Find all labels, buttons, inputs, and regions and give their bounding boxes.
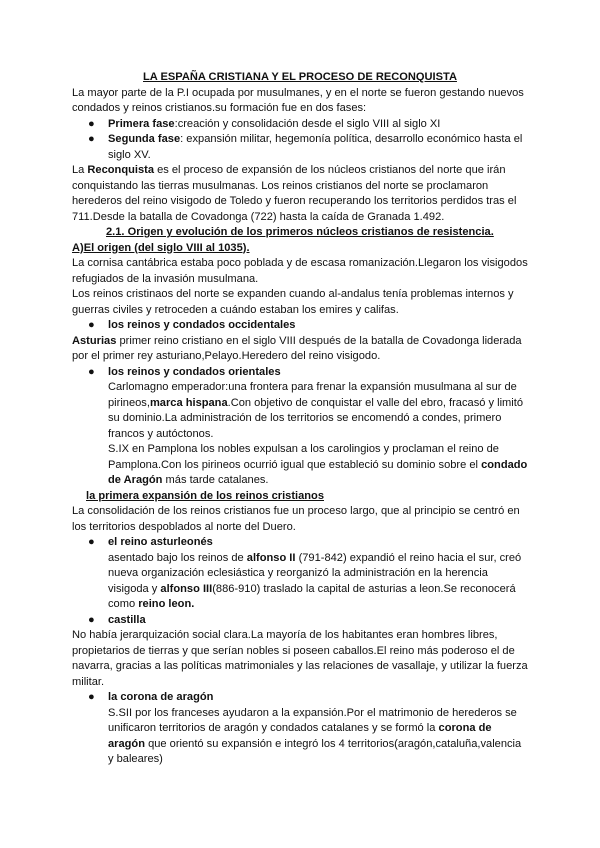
section-heading: 2.1. Origen y evolución de los primeros núcleos cristianos de resistencia. bbox=[106, 226, 494, 238]
list-item: ● los reinos y condados occidentales bbox=[72, 318, 528, 334]
orientales-paragraph-2: S.IX en Pamplona los nobles expulsan a los carolingios y proclaman el reino de Pamplona.Con los pirineos ocurrió igual que estableció su dominio sobre el condado de Aragón más tarde catalanes. bbox=[108, 443, 528, 486]
bullet-icon: ● bbox=[88, 133, 95, 145]
document-page bbox=[72, 70, 528, 768]
list-item: ● el reino asturleonés bbox=[72, 535, 528, 551]
asturleones-list bbox=[72, 535, 528, 551]
phases-list bbox=[72, 117, 528, 164]
list-item: ● Segunda fase: expansión militar, hegemonía política, desarrollo económico hasta el siglo XV. bbox=[88, 133, 523, 161]
list-item: ● castilla bbox=[72, 613, 528, 629]
origen-paragraph-1: La cornisa cantábrica estaba poco poblada y de escasa romanización.Llegaron los visigodos refugiados de la invasión musulmana. bbox=[72, 257, 528, 285]
aragon-list bbox=[72, 690, 528, 706]
reconquista-paragraph: La Reconquista es el proceso de expansión de los núcleos cristianos del norte que irán conquistando las tierras musulmanas. Los reinos cristianos del norte se proclamaron herederos del reino visigodo de Toledo y fueron recuperando los territorios perdidos tras el 711.Desde la batalla de Covadonga (722) hasta la caída de Granada 1.492. bbox=[72, 164, 517, 223]
subheading-origen: A)El origen (del siglo VIII al 1035). bbox=[72, 241, 250, 254]
bullet-icon: ● bbox=[88, 536, 95, 548]
bullet-icon: ● bbox=[88, 319, 95, 331]
orientales-paragraph-1: Carlomagno emperador:una frontera para frenar la expansión musulmana al sur de pirineos,marca hispana.Con objetivo de conquistar el valle del ebro, fracasó y limitó su dominio.La administración de los territorios se encomendó a condes, primero francos y autóctonos. bbox=[108, 381, 524, 440]
orientales-list bbox=[72, 365, 528, 381]
bullet-icon: ● bbox=[88, 365, 95, 378]
expansion-paragraph: La consolidación de los reinos cristianos fue un proceso largo, que al principio se centró en los territorios despoblados al norte del Duero. bbox=[72, 505, 520, 533]
list-item: ● Primera fase:creación y consolidación desde el siglo VIII al siglo XI bbox=[72, 117, 528, 133]
list-item: ● los reinos y condados orientales bbox=[72, 365, 528, 381]
castilla-list bbox=[72, 613, 528, 629]
document-title: LA ESPAÑA CRISTIANA Y EL PROCESO DE RECONQUISTA bbox=[143, 71, 457, 83]
origen-paragraph-2: Los reinos cristinaos del norte se expanden cuando al-andalus tenía problemas internos y guerras civiles y retroceden a cuándo estaban los emires y califas. bbox=[72, 288, 514, 316]
bullet-icon: ● bbox=[88, 613, 95, 626]
list-item: ● la corona de aragón bbox=[72, 690, 528, 706]
aragon-paragraph: S.SII por los franceses ayudaron a la expansión.Por el matrimonio de herederos se unificaron territorios de aragón y condados catalanes y se formó la corona de aragón que orientó su expansión e integró los 4 territorios(aragón,cataluña,valencia y baleares) bbox=[108, 706, 522, 765]
expansion-heading: la primera expansión de los reinos cristianos bbox=[86, 489, 324, 502]
occidentales-list bbox=[72, 318, 528, 334]
bullet-icon: ● bbox=[88, 691, 95, 703]
castilla-paragraph: No había jerarquización social clara.La mayoría de los habitantes eran hombres libres, propietarios de tierras y que serían nobles si poseen caballos.El reino más poderoso el de navarra, gracias a las políticas matrimoniales y las relaciones de vasallaje, y utilizar la fuerza militar. bbox=[72, 629, 528, 688]
intro-paragraph: La mayor parte de la P.I ocupada por musulmanes, y en el norte se fueron gestando nuevos condados y reinos cristianos.su formación fue en dos fases: bbox=[72, 86, 524, 114]
bullet-icon: ● bbox=[88, 117, 95, 130]
asturleones-paragraph: asentado bajo los reinos de alfonso II (791-842) expandió el reino hacia el sur, creó nueva organización eclesiástica y reorganizó la administración en la herencia visigoda y alfonso III(886-910) traslado la capital de asturias a leon.Se reconocerá como reino leon. bbox=[108, 551, 522, 610]
asturias-paragraph: Asturias primer reino cristiano en el siglo VIII después de la batalla de Covadonga liderada por el primer rey asturiano,Pelayo.Heredero del reino visigodo. bbox=[72, 334, 522, 362]
